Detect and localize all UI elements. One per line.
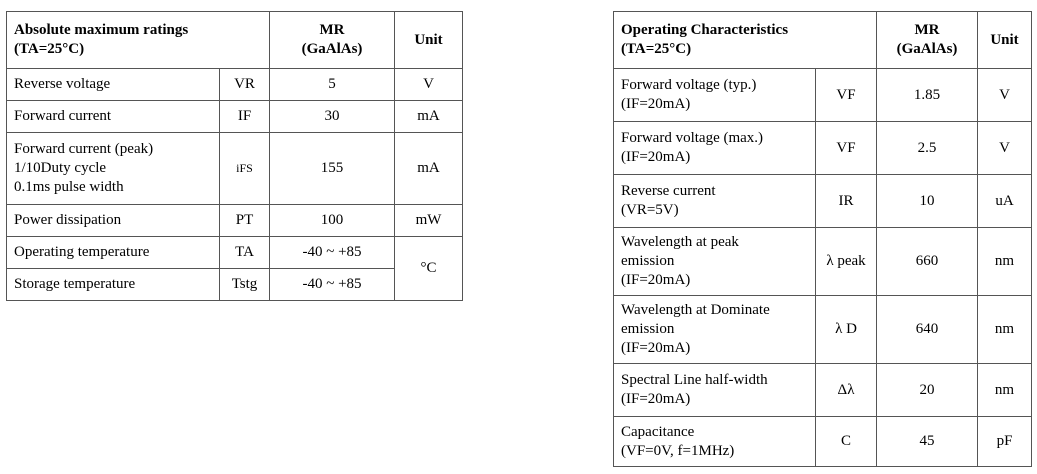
- symbol-cell: iFS: [220, 133, 270, 205]
- symbol-cell: Δλ: [816, 364, 877, 417]
- table-row: [614, 296, 1032, 364]
- unit-cell: mA: [395, 101, 463, 133]
- table-row: [7, 269, 463, 301]
- unit-cell: nm: [978, 364, 1032, 417]
- param-cell: Power dissipation: [7, 205, 220, 237]
- unit-cell: V: [978, 69, 1032, 122]
- table-row: [614, 69, 1032, 122]
- value-cell: 1.85: [877, 69, 978, 122]
- param-cell: Capacitance (VF=0V, f=1MHz): [614, 417, 816, 467]
- table-row: [614, 228, 1032, 296]
- value-cell: 10: [877, 175, 978, 228]
- unit-cell: V: [978, 122, 1032, 175]
- value-cell: 660: [877, 228, 978, 296]
- operating-characteristics-table: [613, 11, 1032, 467]
- unit-cell: nm: [978, 296, 1032, 364]
- unit-cell: nm: [978, 228, 1032, 296]
- param-cell: Storage temperature: [7, 269, 220, 301]
- param-cell: Forward voltage (typ.) (IF=20mA): [614, 69, 816, 122]
- unit-cell: V: [395, 69, 463, 101]
- table-row: [614, 175, 1032, 228]
- param-cell: Spectral Line half-width (IF=20mA): [614, 364, 816, 417]
- symbol-cell: λ peak: [816, 228, 877, 296]
- param-cell: Reverse current (VR=5V): [614, 175, 816, 228]
- absolute-max-ratings-table: [6, 11, 463, 301]
- param-cell: Forward current (peak) 1/10Duty cycle 0.1ms pulse width: [7, 133, 220, 205]
- value-cell: 20: [877, 364, 978, 417]
- param-cell: Operating temperature: [7, 237, 220, 269]
- table-row: [7, 205, 463, 237]
- table-row: [7, 69, 463, 101]
- value-cell: -40 ~ +85: [270, 269, 395, 301]
- value-cell: 100: [270, 205, 395, 237]
- column-header-mr: MR (GaAlAs): [270, 12, 395, 69]
- table-title: Absolute maximum ratings (TA=25°C): [7, 12, 270, 69]
- symbol-cell: IF: [220, 101, 270, 133]
- table-header-row: [614, 12, 1032, 69]
- value-cell: 30: [270, 101, 395, 133]
- value-cell: 45: [877, 417, 978, 467]
- column-header-mr: MR (GaAlAs): [877, 12, 978, 69]
- symbol-cell: TA: [220, 237, 270, 269]
- symbol-cell: IR: [816, 175, 877, 228]
- table-row: [7, 237, 463, 269]
- unit-cell: °C: [395, 237, 463, 301]
- unit-cell: mW: [395, 205, 463, 237]
- value-cell: 155: [270, 133, 395, 205]
- param-cell: Reverse voltage: [7, 69, 220, 101]
- param-cell: Forward current: [7, 101, 220, 133]
- unit-cell: mA: [395, 133, 463, 205]
- table-row: [7, 101, 463, 133]
- param-cell: Forward voltage (max.) (IF=20mA): [614, 122, 816, 175]
- table-title: Operating Characteristics (TA=25°C): [614, 12, 877, 69]
- value-cell: -40 ~ +85: [270, 237, 395, 269]
- symbol-cell: VF: [816, 69, 877, 122]
- value-cell: 5: [270, 69, 395, 101]
- table-row: [7, 133, 463, 205]
- symbol-cell: λ D: [816, 296, 877, 364]
- param-cell: Wavelength at peak emission (IF=20mA): [614, 228, 816, 296]
- param-cell: Wavelength at Dominate emission (IF=20mA): [614, 296, 816, 364]
- column-header-unit: Unit: [395, 12, 463, 69]
- value-cell: 2.5: [877, 122, 978, 175]
- table-row: [614, 364, 1032, 417]
- table-row: [614, 417, 1032, 467]
- value-cell: 640: [877, 296, 978, 364]
- symbol-cell: C: [816, 417, 877, 467]
- table-header-row: [7, 12, 463, 69]
- symbol-cell: Tstg: [220, 269, 270, 301]
- unit-cell: uA: [978, 175, 1032, 228]
- table-row: [614, 122, 1032, 175]
- unit-cell: pF: [978, 417, 1032, 467]
- symbol-cell: PT: [220, 205, 270, 237]
- symbol-cell: VR: [220, 69, 270, 101]
- column-header-unit: Unit: [978, 12, 1032, 69]
- symbol-cell: VF: [816, 122, 877, 175]
